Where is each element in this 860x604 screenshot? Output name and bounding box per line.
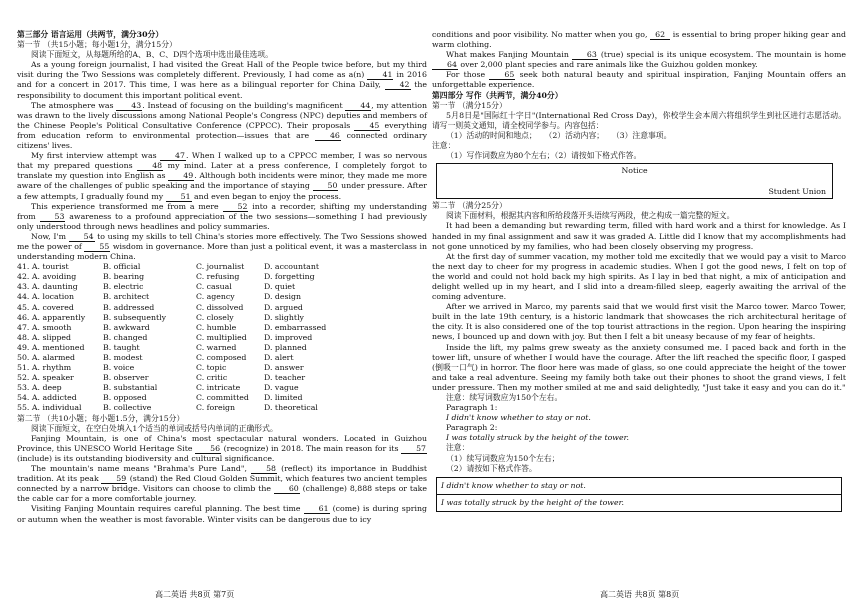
- option-choice[interactable]: C. committed: [196, 393, 249, 403]
- grammar-paragraph: conditions and poor visibility. No matter when you go, 62 is essential to bring proper hiking gear and warm clothing.: [432, 30, 846, 50]
- option-choice[interactable]: D. vague: [264, 383, 299, 393]
- blank[interactable]: 44: [345, 101, 371, 111]
- option-row: [17, 333, 427, 343]
- cloze-paragraph: As a young foreign journalist, I had visited the Great Hall of the People twice before, but my third visit during the Two Sessions was completely different. Previously, I had come as a(n) 41 in 2016 and for a concert in 2017. This time, I was here as a bilingual reporter for China Daily, 42 the responsibility to document this important political event.: [17, 60, 428, 100]
- option-choice[interactable]: 54. A. addicted: [17, 393, 77, 403]
- option-choice[interactable]: B. bearing: [103, 272, 145, 282]
- blank[interactable]: 42: [385, 80, 411, 90]
- option-choice[interactable]: B. opposed: [103, 393, 147, 403]
- blank[interactable]: 56: [195, 444, 221, 454]
- continuation-note: （2）请按如下格式作答。: [446, 463, 537, 473]
- option-choice[interactable]: 42. A. avoiding: [17, 272, 77, 282]
- story-paragraph: After we arrived in Marco, my parents said that we would first visit the Marco tower. Marco Tower, built in the late 19th century, is a historic landmark that showcases the rich architectural heritage of the city. It is also considered one of the top tourist attractions in the region. Upon hearing the inspiring news, I bounced up and down with joy. But then I felt a bit uneasy because of my fear of heights.: [432, 302, 846, 342]
- option-choice[interactable]: B. changed: [103, 332, 148, 342]
- option-choice[interactable]: 41. A. tourist: [17, 262, 69, 272]
- option-choice[interactable]: D. slightly: [264, 312, 304, 322]
- blank[interactable]: 58: [251, 464, 277, 474]
- option-choice[interactable]: C. warned: [196, 342, 237, 352]
- option-row: [17, 272, 427, 282]
- left-column: [17, 30, 427, 525]
- blank[interactable]: 57: [401, 444, 427, 454]
- option-choice[interactable]: D. argued: [264, 302, 303, 312]
- section2-instruction: 阅读下面短文，在空白处填入1个适当的单词或括号内单词的正确形式。: [31, 423, 278, 433]
- option-row: [17, 303, 427, 313]
- story-paragraph: Inside the lift, my palms grew sweaty as the anxiety consumed me. I paced back and forth in the tower lift, unsure of whether I would have the courage. After the lift reached the specific floor, I gasped (倒吸一口气) in horror. The floor here was made of glass, so one could appreciate the height of the tower and take a real adventure. Seeing my family both take out their phones to shoot the grand views, I felt under pressure. Then my mother smiled at me and said delightedly, "Just take it easy and you can do it.": [432, 342, 846, 392]
- grammar-paragraph: For those 65 seek both natural beauty and spiritual inspiration, Fanjing Mountain offers an unforgettable experience.: [432, 70, 847, 90]
- blank[interactable]: 52: [223, 202, 249, 212]
- option-choice[interactable]: D. embarrassed: [264, 322, 327, 332]
- option-choice[interactable]: 44. A. location: [17, 292, 75, 302]
- option-choice[interactable]: 53. A. deep: [17, 383, 62, 393]
- option-choice[interactable]: D. forgetting: [264, 272, 315, 282]
- writing1-note: （1）写作词数应为80个左右；（2）请按如下格式作答。: [446, 151, 642, 161]
- option-choice[interactable]: B. awkward: [103, 322, 150, 332]
- option-choice[interactable]: B. architect: [103, 292, 150, 302]
- option-choice[interactable]: D. accountant: [264, 262, 319, 272]
- blank[interactable]: 45: [354, 121, 380, 131]
- option-choice[interactable]: C. agency: [196, 292, 235, 302]
- option-choice[interactable]: B. addressed: [103, 302, 155, 312]
- option-choice[interactable]: 50. A. alarmed: [17, 353, 75, 362]
- part4-header: 第四部分 写作（共两节，满分40分）: [432, 90, 563, 100]
- blank[interactable]: 60: [274, 484, 300, 494]
- section2-header: 第二节 （共10小题；每小题1.5分，满分15分）: [17, 413, 185, 423]
- blank[interactable]: 63: [572, 50, 598, 60]
- answer-line-2: I was totally struck by the height of the tower.: [441, 497, 624, 507]
- blank[interactable]: 51: [166, 192, 192, 202]
- continuation-note: 注意：续写词数应为150个左右。: [446, 393, 563, 402]
- option-choice[interactable]: C. closely: [196, 312, 234, 322]
- blank[interactable]: 65: [489, 70, 515, 80]
- option-choice[interactable]: C. multiplied: [196, 332, 247, 342]
- option-choice[interactable]: 49. A. mentioned: [17, 342, 85, 352]
- option-choice[interactable]: C. topic: [196, 363, 227, 373]
- grammar-paragraph: The mountain's name means "Brahma's Pure Land", 58 (reflect) its importance in Buddhist tradition. At its peak 59 (stand) the Red Cloud Golden Summit, which features two ancient temples connected by a narrow bridge. Visitors can choose to climb the 60 (challenge) 8,888 steps or take the cable car for a more comfortable journey.: [17, 464, 428, 504]
- cloze-paragraph: My first interview attempt was 47. When I walked up to a CPPCC member, I was so nervous that my prepared questions 48 my mind. Later at a press conference, I completely forgot to translate my question into English as 49. Although both incidents were minor, they made me more aware of the challenges of public speaking and the importance of staying 50 under pressure. After a few attempts, I gradually found my 51 and even began to enjoy the process.: [17, 151, 428, 201]
- option-choice[interactable]: D. quiet: [264, 282, 296, 292]
- option-choice[interactable]: C. critic: [196, 373, 228, 383]
- paragraph1-opening: I didn't know whether to stay or not.: [446, 413, 591, 423]
- blank[interactable]: 61: [304, 504, 330, 514]
- option-choice[interactable]: B. official: [103, 262, 141, 272]
- right-column: [432, 30, 846, 512]
- page-footer-left: 高二英语 共8页 第7页: [155, 590, 235, 599]
- section1-instruction: 阅读下面短文，从每题所给的A、B、C、D四个选项中选出最佳选项。: [31, 50, 273, 60]
- writing1-header: 第一节 （满分15分）: [432, 100, 507, 110]
- option-choice[interactable]: 55. A. individual: [17, 403, 82, 413]
- paragraph1-label: Paragraph 1:: [446, 403, 498, 413]
- note-label: 注意：: [446, 443, 470, 453]
- option-row: [17, 393, 427, 403]
- blank[interactable]: 62: [650, 30, 670, 40]
- option-choice[interactable]: C. refusing: [196, 272, 240, 282]
- option-choice[interactable]: D. design: [264, 292, 302, 302]
- notice-title: Notice: [621, 166, 648, 176]
- blank[interactable]: 53: [40, 212, 66, 222]
- option-row: [17, 313, 427, 323]
- option-choice[interactable]: B. collective: [103, 403, 152, 413]
- option-choice[interactable]: D. limited: [264, 393, 303, 403]
- option-choice[interactable]: 43. A. daunting: [17, 282, 78, 292]
- writing1-instruction: 5月8日是"国际红十字日"(International Red Cross Day)，你校学生会本周六将组织学生到社区进行志愿活动。请写一则英文通知，请全校同学参与。内容包括：: [432, 110, 846, 130]
- writing1-points: （1）活动的时间和地点； （2）活动内容； （3）注意事项。: [446, 130, 672, 140]
- option-row: [17, 292, 427, 302]
- blank[interactable]: 54: [69, 232, 95, 242]
- option-choice[interactable]: B. subsequently: [103, 312, 166, 322]
- grammar-paragraph: What makes Fanjing Mountain 63 (true) special is its unique ecosystem. The mountain is home 64 over 2,000 plant species and rare animals like the Guizhou golden monkey.: [432, 50, 846, 70]
- option-choice[interactable]: B. substantial: [103, 383, 158, 393]
- story-paragraph: It had been a demanding but rewarding term, filled with hard work and a thirst for knowledge. As I handed in my final assignment and saw it was graded A. Little did I know that my accomplishments had not gone unnoticed by my families, who had been closely observing my progress.: [432, 221, 846, 251]
- option-row: [17, 403, 427, 413]
- option-row: [17, 323, 427, 333]
- notice-signature: Student Union: [768, 187, 826, 197]
- blank[interactable]: 59: [101, 474, 127, 484]
- cloze-paragraph: The atmosphere was 43. Instead of focusing on the building's magnificent 44, my attention was drawn to the lively discussions among National People's Congress (NPC) deputies and members of the Chinese People's Political Consultative Conference (CPPCC). Their proposals 45 everything from education reform to environmental protection—issues that are 46 connected ordinary citizens' lives.: [17, 100, 427, 151]
- paragraph2-label: Paragraph 2:: [446, 423, 498, 433]
- blank[interactable]: 47: [160, 151, 186, 161]
- option-choice[interactable]: 45. A. covered: [17, 302, 74, 312]
- blank[interactable]: 41: [367, 70, 393, 80]
- option-choice[interactable]: D. theoretical: [264, 403, 318, 413]
- option-choice[interactable]: D. alert: [264, 353, 294, 362]
- option-choice[interactable]: B. modest: [103, 353, 143, 362]
- option-choice[interactable]: D. teacher: [264, 373, 306, 383]
- option-choice[interactable]: B. voice: [103, 363, 135, 373]
- option-choice[interactable]: C. casual: [196, 282, 232, 292]
- option-choice[interactable]: C. intricate: [196, 383, 241, 393]
- option-choice[interactable]: C. composed: [196, 353, 247, 362]
- option-row: [17, 383, 427, 393]
- page-footer-right: 高二英语 共8页 第8页: [600, 590, 680, 599]
- option-choice[interactable]: B. electric: [103, 282, 144, 292]
- option-choice[interactable]: 51. A. rhythm: [17, 363, 72, 373]
- cloze-paragraph: This experience transformed me from a mere 52 into a recorder, shifting my understanding from 53 awareness to a profound appreciation of the two sessions—something I had previously only understood through news headlines and policy summaries.: [17, 201, 428, 231]
- option-choice[interactable]: 47. A. smooth: [17, 322, 72, 332]
- option-choice[interactable]: 52. A. speaker: [17, 373, 74, 383]
- option-choice[interactable]: 46. A. apparently: [17, 312, 86, 322]
- section1-header: 第一节 （共15小题；每小题1分，满分15分）: [17, 40, 177, 50]
- blank[interactable]: 55: [84, 242, 110, 252]
- blank[interactable]: 43: [116, 101, 142, 111]
- option-row: [17, 343, 427, 353]
- option-row: [17, 363, 427, 373]
- blank[interactable]: 46: [315, 131, 341, 141]
- notice-answer-box[interactable]: [436, 163, 833, 199]
- writing2-instruction: 阅读下面材料，根据其内容和所给段落开头语续写两段，使之构成一篇完整的短文。: [446, 211, 735, 221]
- option-choice[interactable]: B. observer: [103, 373, 149, 383]
- option-row: [17, 373, 427, 383]
- story-paragraph: At the first day of summer vacation, my mother told me excitedly that we would pay a visit to Marco the next day to cheer for my progress in academic studies. When I got the good news, I felt on top of the world and could not hold back my high spirits. As I lay in bed that night, a mix of anticipation and delight welled up in my heart, and I slid into a dream-filled sleep, eagerly awaiting the arrival of the coming adventure.: [432, 251, 846, 302]
- paragraph2-opening: I was totally struck by the height of the tower.: [446, 433, 629, 443]
- answer-line-1: I didn't know whether to stay or not.: [437, 478, 841, 495]
- option-choice[interactable]: B. taught: [103, 342, 140, 352]
- blank[interactable]: 49: [168, 171, 194, 181]
- option-row: [17, 282, 427, 292]
- option-choice[interactable]: C. dissolved: [196, 302, 244, 312]
- option-row: [17, 353, 427, 363]
- writing2-header: 第二节 （满分25分）: [432, 201, 507, 211]
- continuation-note: （1）续写词数应为150个左右；: [446, 453, 560, 463]
- continuation-answer-box[interactable]: [436, 477, 842, 512]
- option-choice[interactable]: C. journalist: [196, 262, 245, 272]
- grammar-paragraph: Fanjing Mountain, is one of China's most spectacular natural wonders. Located in Guizhou Province, this UNESCO World Heritage Site 56 (recognize) in 2018. The main reason for its 57 (include) is its outstanding biodiversity and cultural significance.: [17, 433, 427, 463]
- option-choice[interactable]: D. answer: [264, 363, 304, 373]
- grammar-paragraph: Visiting Fanjing Mountain requires careful planning. The best time 61 (come) is during spring or autumn when the weather is most favorable. Winter visits can be dangerous due to icy: [17, 504, 427, 524]
- option-choice[interactable]: D. planned: [264, 342, 307, 352]
- blank[interactable]: 50: [313, 181, 339, 191]
- note-label: 注意：: [432, 141, 456, 151]
- option-choice[interactable]: C. foreign: [196, 403, 236, 413]
- part3-header: 第三部分 语言运用（共两节，满分30分）: [17, 30, 164, 39]
- option-choice[interactable]: D. improved: [264, 332, 313, 342]
- cloze-paragraph: Now, I'm 54 to using my skills to tell China's stories more effectively. The Two Sessions showed me the power of 55 wisdom in governance. More than just a political event, it was a masterclass in understanding modern China.: [17, 231, 427, 262]
- option-row: [17, 262, 427, 272]
- option-choice[interactable]: C. humble: [196, 322, 237, 332]
- blank[interactable]: 48: [137, 161, 163, 171]
- option-choice[interactable]: 48. A. slipped: [17, 332, 72, 342]
- options-list: [17, 262, 427, 413]
- blank[interactable]: 64: [432, 60, 458, 70]
